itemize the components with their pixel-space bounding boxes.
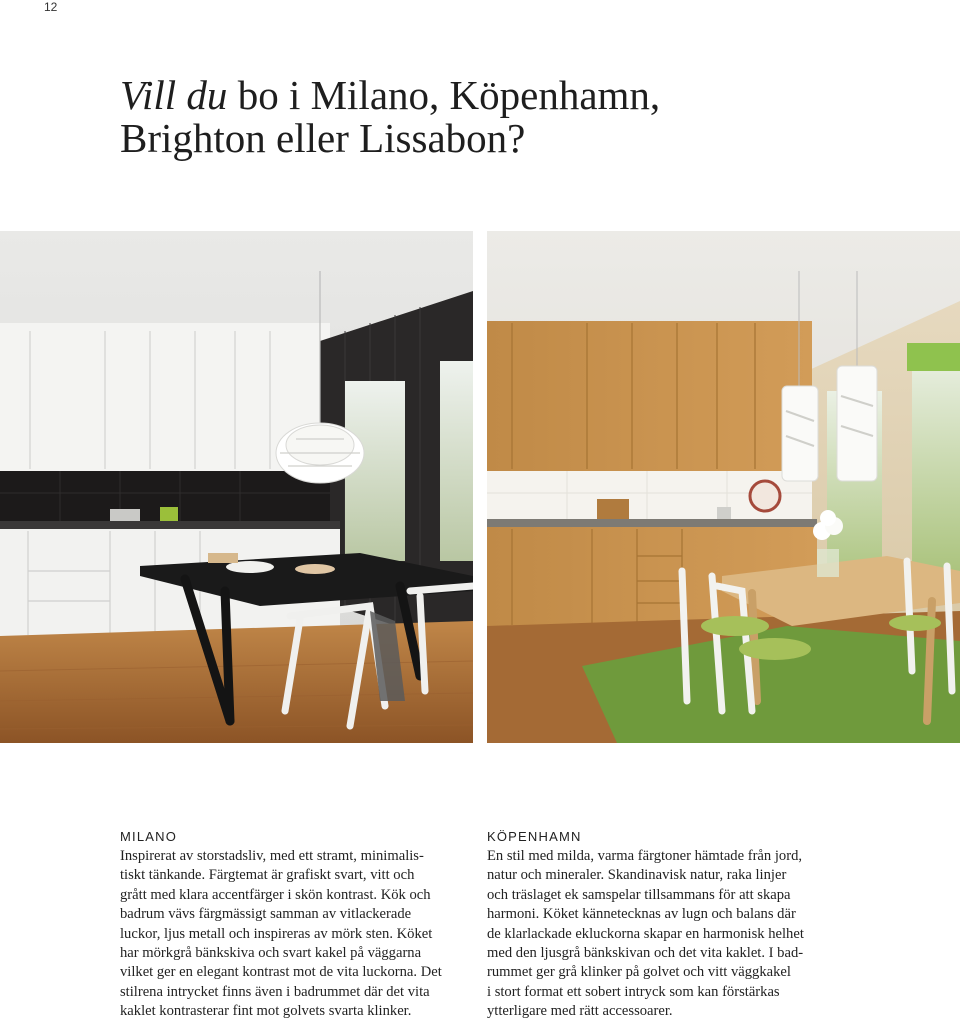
kopenhamn-line: rummet ger grå klinker på golvet och vitt väggkakel [487,964,791,981]
milano-heading: MILANO [120,829,178,844]
headline-line-1-rest: bo i Milano, Köpenhamn, [227,72,661,118]
kopenhamn-line: och träslaget ek samspelar tillsammans för att skapa [487,886,791,903]
milano-line: stilrena intrycket finns även i badrummet där det vita [120,983,430,1000]
headline-line-1 [120,74,820,117]
kopenhamn-line: harmoni. Köket kännetecknas av lugn och balans där [487,906,796,923]
headline-line-2: Brighton eller Lissabon? [120,115,526,161]
kopenhamn-section [487,828,857,1022]
kopenhamn-line: med den ljusgrå bänkskivan och det vita kaklet. I bad- [487,945,804,962]
milano-line: kaklet kontrasterar fint mot golvets svarta klinker. [120,1003,412,1020]
milano-kitchen-photo [0,231,473,743]
kopenhamn-kitchen-photo [487,231,960,743]
milano-line: vilket ger en elegant kontrast mot de vita luckorna. Det [120,964,442,981]
headline [120,74,820,160]
kopenhamn-line: natur och mineraler. Skandinavisk natur, raka linjer [487,867,787,884]
kopenhamn-line: En stil med milda, varma färgtoner hämtade från jord, [487,848,803,864]
milano-line: grått med klara accentfärger i skön kontrast. Kök och [120,886,431,903]
kopenhamn-line: de klarlackade ekluckorna skapar en harmonisk helhet [487,925,804,942]
milano-line: har mörkgrå bänkskiva och svart kakel på väggarna [120,945,422,962]
milano-body [120,847,480,1022]
kopenhamn-line: ytterligare med rätt accessoarer. [487,1003,673,1020]
milano-line: Inspirerat av storstadsliv, med ett stramt, minimalis- [120,848,424,864]
milano-line: tiskt tänkande. Färgtemat är grafiskt svart, vitt och [120,867,415,884]
kopenhamn-body [487,847,857,1022]
kopenhamn-heading: KÖPENHAMN [487,829,582,844]
milano-line: luckor, ljus metall och inspireras av mörk sten. Köket [120,925,433,942]
headline-italic: Vill du [120,72,228,118]
kopenhamn-line: i stort format ett sobert intryck som kan förstärkas [487,983,780,1000]
milano-line: badrum vävs färgmässigt samman av vitlackerade [120,906,412,923]
milano-section [120,828,480,1022]
page-number: 12 [44,0,58,14]
